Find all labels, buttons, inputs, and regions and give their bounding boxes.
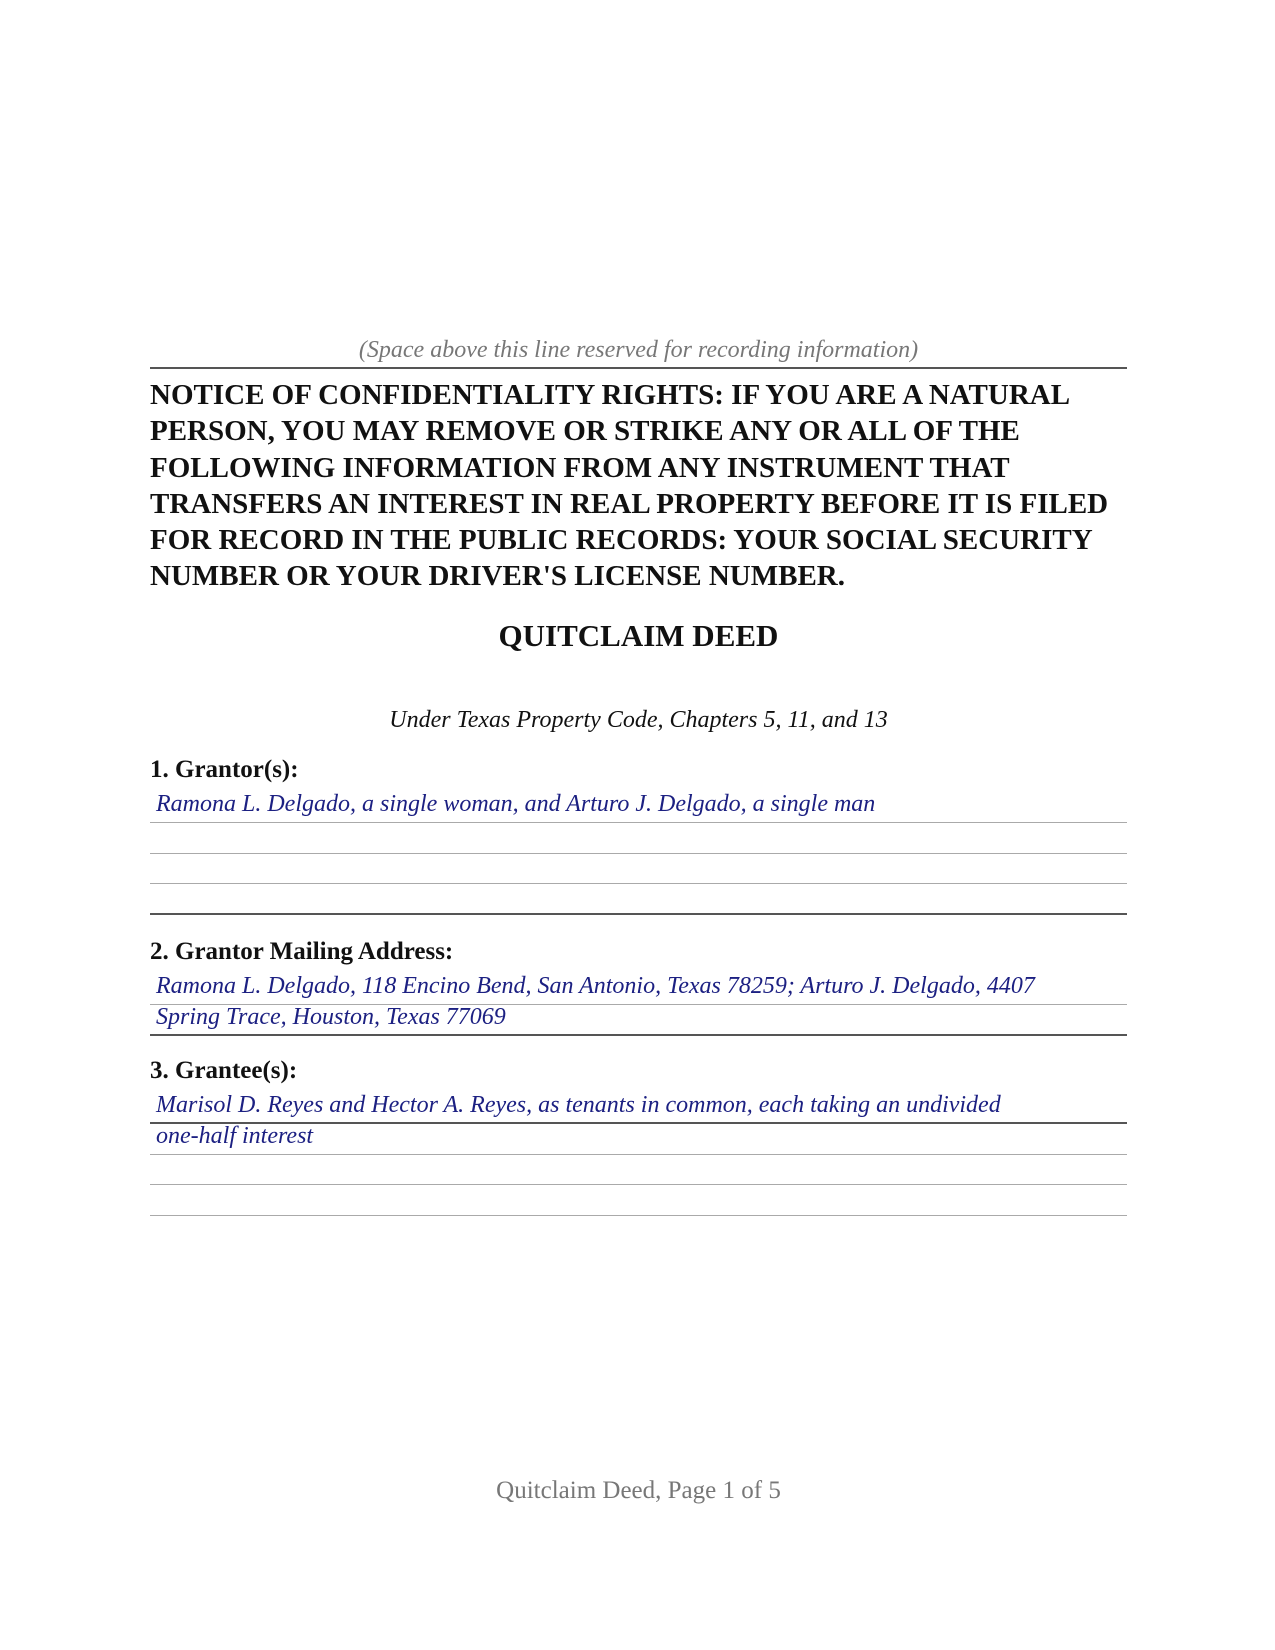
grantor-line-1: Ramona L. Delgado, a single woman, and Arturo J. Delgado, a single man: [156, 791, 876, 817]
grantor-address-fill-line-2: [150, 1034, 1127, 1036]
grantee-line-2: one-half interest: [156, 1123, 314, 1149]
grantor-fill-line-1: [150, 822, 1127, 823]
grantee-label: 3. Grantee(s):: [150, 1057, 298, 1084]
grantor-fill-line-4: [150, 913, 1127, 915]
grantor-fill-line-2: [150, 853, 1127, 854]
grantor-fill-line-3: [150, 883, 1127, 884]
statute-subtitle: Under Texas Property Code, Chapters 5, 11, and 13: [389, 707, 888, 733]
grantor-label: 1. Grantor(s):: [150, 756, 299, 783]
confidentiality-notice: NOTICE OF CONFIDENTIALITY RIGHTS: IF YOU ARE A NATURAL PERSON, YOU MAY REMOVE OR STRIKE ANY OR ALL OF THE FOLLOWING INFORMATION FROM ANY INSTRUMENT THAT TRANSFERS AN INTEREST IN REAL PROPERTY BEFORE IT IS FILED FOR RECORD IN THE PUBLIC RECORDS: YOUR SOCIAL SECURITY NUMBER OR YOUR DRIVER'S LICENSE NUMBER.: [150, 379, 1109, 593]
grantor-address-label: 2. Grantor Mailing Address:: [150, 938, 454, 965]
page-footer: Quitclaim Deed, Page 1 of 5: [496, 1477, 781, 1504]
grantor-address-line-1: Ramona L. Delgado, 118 Encino Bend, San Antonio, Texas 78259; Arturo J. Delgado, 4407: [156, 973, 1035, 999]
grantee-fill-line-2: [150, 1154, 1127, 1155]
page-title: QUITCLAIM DEED: [498, 618, 779, 653]
grantee-fill-line-3: [150, 1184, 1127, 1185]
grantee-line-1: Marisol D. Reyes and Hector A. Reyes, as tenants in common, each taking an undivided: [156, 1092, 1001, 1118]
grantor-address-line-2: Spring Trace, Houston, Texas 77069: [156, 1004, 506, 1030]
grantee-fill-line-4: [150, 1215, 1127, 1216]
recording-note: (Space above this line reserved for recording information): [150, 336, 1127, 369]
